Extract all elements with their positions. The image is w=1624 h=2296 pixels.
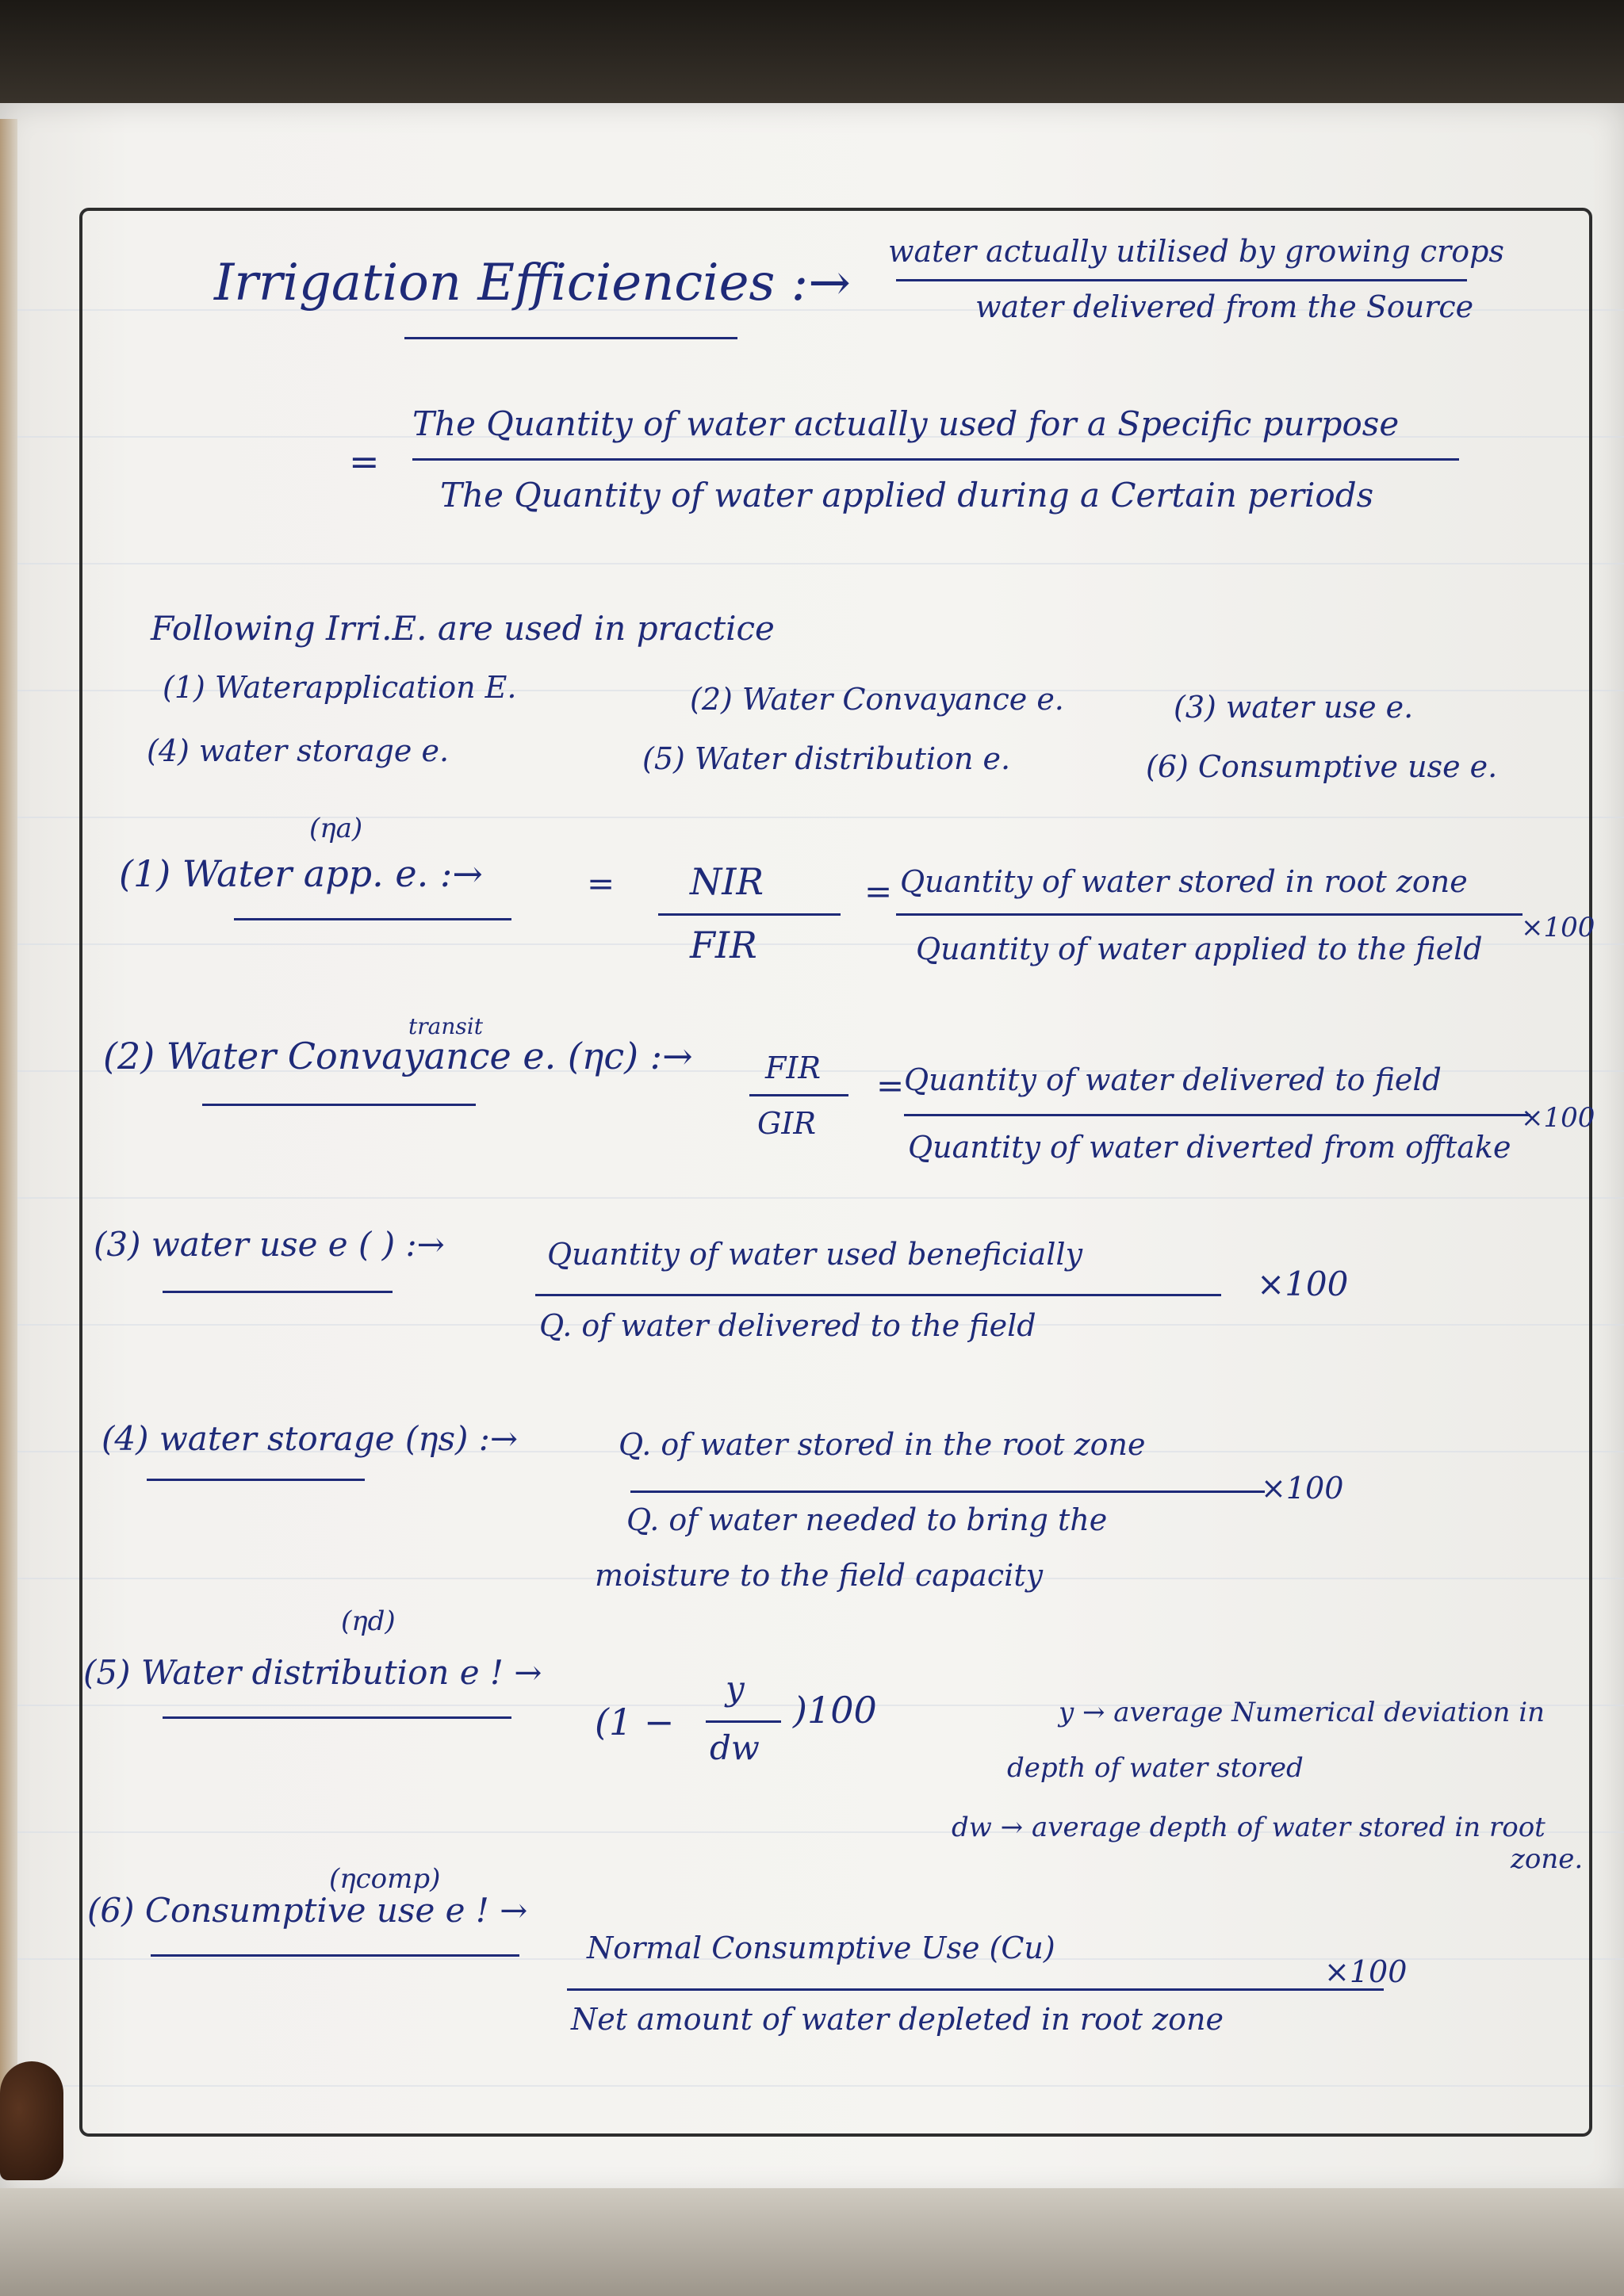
note-dw: dw → average depth of water stored in root — [952, 1812, 1545, 1843]
section3-underline — [163, 1291, 393, 1293]
finger-edge — [0, 2061, 63, 2180]
definition2-numerator: The Quantity of water actually used for a Specific purpose — [412, 404, 1400, 443]
note-zone: zone. — [1511, 1843, 1584, 1875]
nir-label: NIR — [690, 860, 764, 903]
section2-underline — [202, 1104, 476, 1106]
section3-denominator: Q. of water delivered to the field — [539, 1308, 1036, 1343]
list-item: (3) water use e. — [1174, 690, 1414, 725]
definition-denominator: water delivered from the Source — [975, 289, 1474, 324]
fir-label: FIR — [765, 1050, 821, 1085]
y-variable: y — [726, 1669, 745, 1708]
list-item: (5) Water distribution e. — [642, 741, 1011, 776]
section6-denominator: Net amount of water depleted in root zone — [571, 2002, 1224, 2037]
multiplier: ×100 — [1521, 1102, 1595, 1134]
equals-sign: = — [349, 440, 380, 483]
equals-sign: = — [864, 872, 893, 911]
section4-denominator-line1: Q. of water needed to bring the — [626, 1502, 1108, 1537]
list-item: (1) Waterapplication E. — [163, 670, 517, 705]
fraction-bar — [904, 1114, 1530, 1116]
fraction-bar — [567, 1988, 1384, 1991]
list-item: (6) Consumptive use e. — [1146, 749, 1498, 784]
eta-d-symbol: (ηd) — [341, 1605, 396, 1637]
page-edge — [0, 119, 17, 2149]
section1-denominator: Quantity of water applied to the field — [916, 932, 1483, 966]
section5-underline — [163, 1716, 511, 1719]
section4-numerator: Q. of water stored in the root zone — [619, 1427, 1146, 1462]
intro-text: Following Irri.E. are used in practice — [151, 609, 775, 648]
list-item: (4) water storage e. — [147, 733, 450, 768]
equals-sign: = — [876, 1066, 905, 1105]
section1-numerator: Quantity of water stored in root zone — [900, 864, 1468, 899]
list-item: (2) Water Convayance e. — [690, 682, 1064, 717]
page-title: Irrigation Efficiencies :→ — [214, 254, 851, 312]
section5-label: (5) Water distribution e ! → — [83, 1653, 542, 1692]
section2-denominator: Quantity of water diverted from offtake — [908, 1130, 1511, 1165]
fraction-bar — [706, 1720, 781, 1723]
section1-underline — [234, 918, 511, 920]
section2-label: (2) Water Convayance e. (ηc) :→ — [103, 1035, 693, 1077]
section1-label: (1) Water app. e. :→ — [119, 852, 483, 895]
multiplier: ×100 — [1324, 1954, 1408, 1989]
section3-label: (3) water use e ( ) :→ — [94, 1225, 445, 1264]
equals-sign: = — [587, 864, 615, 903]
definition2-denominator: The Quantity of water applied during a Certain periods — [440, 476, 1374, 515]
photo-background-top — [0, 0, 1624, 111]
fraction-bar — [630, 1490, 1265, 1493]
section6-label: (6) Consumptive use e ! → — [87, 1891, 528, 1930]
fraction-bar — [896, 913, 1522, 916]
formula-open: (1 − — [595, 1701, 675, 1743]
section6-underline — [151, 1954, 519, 1957]
fraction-bar — [535, 1294, 1221, 1296]
multiplier: ×100 — [1521, 912, 1595, 943]
fraction-bar — [658, 913, 841, 916]
section3-numerator: Quantity of water used beneficially — [547, 1237, 1083, 1272]
dw-variable: dw — [710, 1728, 760, 1767]
gir-label: GIR — [757, 1106, 816, 1141]
fraction-bar — [896, 279, 1467, 281]
eta-a-symbol: (ηa) — [309, 813, 363, 844]
section4-label: (4) water storage (ηs) :→ — [102, 1419, 519, 1458]
eta-comp-symbol: (ηcomp) — [329, 1863, 441, 1895]
fraction-bar — [749, 1094, 848, 1096]
multiplier: ×100 — [1257, 1265, 1349, 1303]
note-y: y → average Numerical deviation in — [1059, 1697, 1545, 1728]
section4-denominator-line2: moisture to the field capacity — [595, 1558, 1044, 1593]
note-depth: depth of water stored — [1007, 1752, 1304, 1784]
fraction-bar — [412, 458, 1459, 461]
title-underline — [404, 337, 737, 339]
section2-numerator: Quantity of water delivered to field — [904, 1062, 1442, 1097]
section4-underline — [147, 1479, 365, 1481]
multiplier: ×100 — [1261, 1471, 1344, 1506]
formula-close: )100 — [793, 1689, 877, 1732]
fir-label: FIR — [690, 924, 757, 966]
photo-background-bottom — [0, 2188, 1624, 2296]
definition-numerator: water actually utilised by growing crops — [888, 234, 1504, 269]
section6-numerator: Normal Consumptive Use (Cu) — [587, 1931, 1055, 1965]
transit-note: transit — [408, 1013, 483, 1039]
